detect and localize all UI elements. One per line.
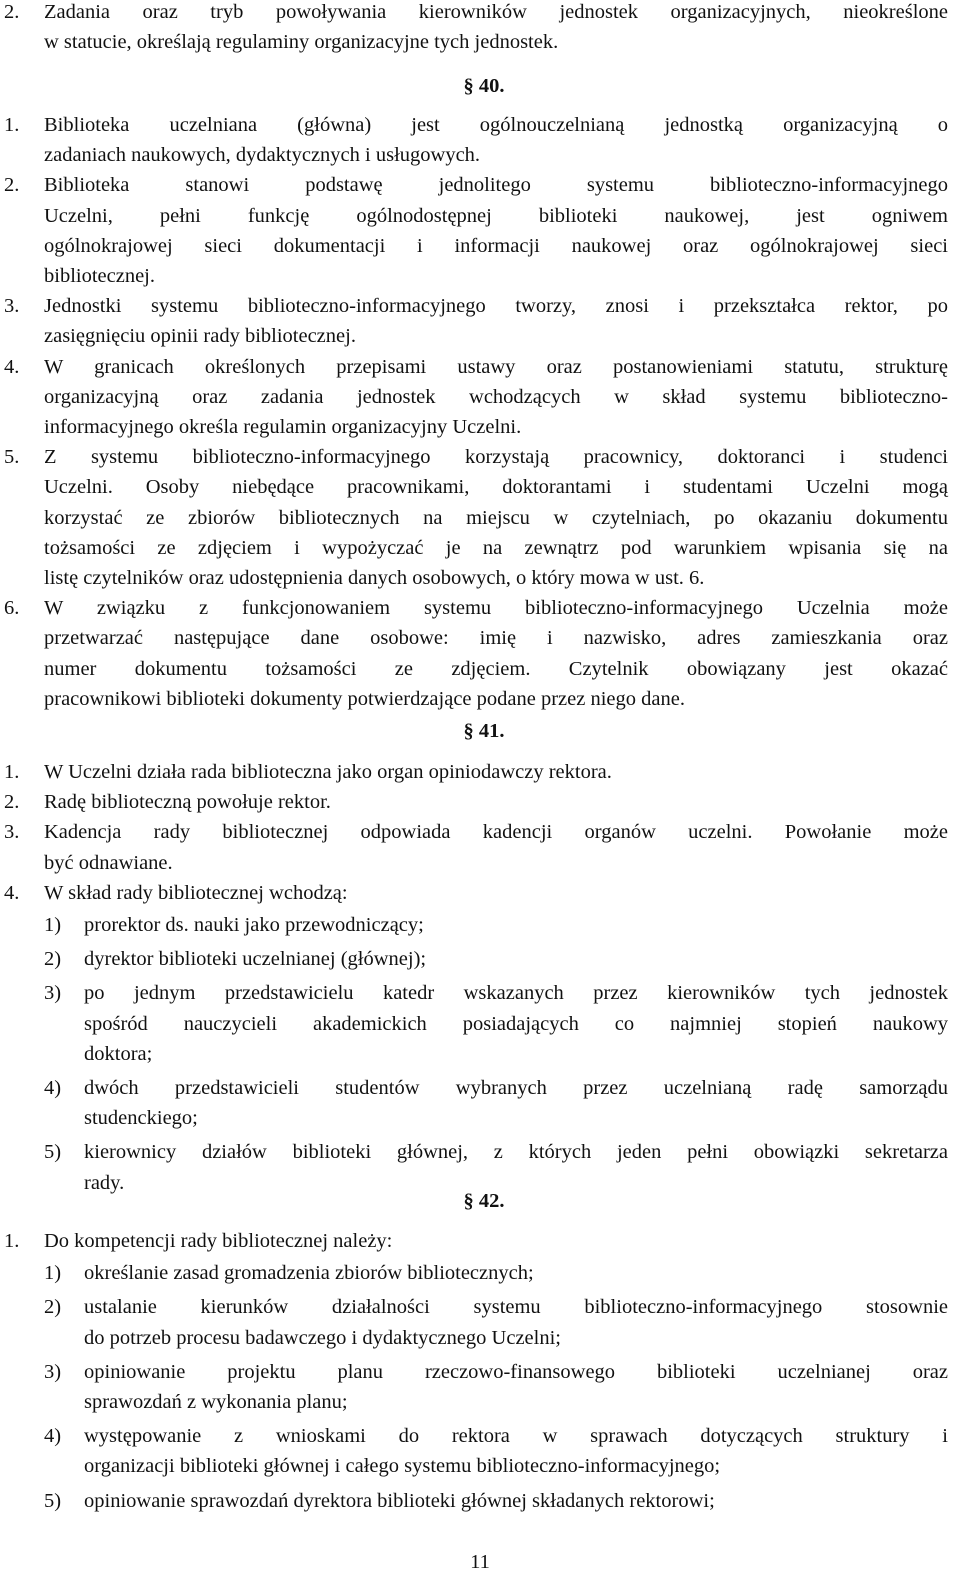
list-item-line	[0, 1357, 960, 1387]
list-item-line	[0, 593, 960, 623]
paragraph-line: organizacyjną oraz zadania jednostek wchodzących w skład systemu biblioteczno-	[44, 385, 948, 408]
item-number: 1)	[44, 1262, 62, 1285]
paragraph-line: Uczelni. Osoby niebędące pracownikami, doktorantami i studentami Uczelni mogą	[44, 476, 948, 499]
list-item-line	[0, 170, 960, 200]
list-item-line	[0, 1292, 960, 1322]
list-item-line	[0, 1073, 960, 1103]
item-number: 3.	[4, 295, 20, 318]
list-item-line	[0, 1451, 960, 1481]
paragraph-line: przetwarzać następujące dane osobowe: imię i nazwisko, adres zamieszkania oraz	[44, 627, 948, 650]
paragraph-line: Biblioteka stanowi podstawę jednolitego systemu biblioteczno-informacyjnego	[44, 174, 948, 197]
list-item-line	[0, 848, 960, 878]
paragraph-line: zasięgnięciu opinii rady bibliotecznej.	[44, 325, 356, 348]
item-number: 1.	[4, 761, 20, 783]
paragraph-line: informacyjnego określa regulamin organizacyjny Uczelni.	[44, 416, 522, 438]
paragraph-line: Uczelni, pełni funkcję ogólnodostępnej biblioteki naukowej, jest ogniwem	[44, 204, 948, 227]
paragraph-line: zadaniach naukowych, dydaktycznych i usługowych.	[44, 144, 481, 167]
paragraph-line: bibliotecznej.	[44, 265, 155, 287]
list-item-line	[0, 563, 960, 593]
paragraph-line: Z systemu biblioteczno-informacyjnego korzystają pracownicy, doktoranci i studenci	[44, 446, 948, 469]
paragraph-line: występowanie z wnioskami do rektora w sprawach dotyczących struktury i	[84, 1425, 948, 1448]
section-heading-40: § 40.	[463, 75, 505, 97]
item-number: 5.	[4, 446, 20, 469]
list-item-line	[0, 1387, 960, 1417]
item-number: 1)	[44, 914, 62, 936]
paragraph-line: Jednostki systemu biblioteczno-informacyjnego tworzy, znosi i przekształca rektor, po	[44, 295, 948, 318]
list-item-line	[0, 231, 960, 261]
list-item-line	[0, 757, 960, 787]
list-item-line	[0, 787, 960, 817]
paragraph-line: tożsamości ze zdjęciem i wypożyczać je na zewnątrz pod warunkiem wpisania się na	[44, 536, 948, 559]
list-item-line	[0, 623, 960, 653]
paragraph-line: pracownikowi biblioteki dokumenty potwierdzające podane przez niego dane.	[44, 687, 685, 710]
paragraph-line: sprawozdań z wykonania planu;	[84, 1391, 348, 1413]
list-item-line	[0, 110, 960, 140]
list-item-line	[0, 1226, 960, 1256]
item-number: 3)	[44, 982, 62, 1005]
paragraph-line: po jednym przedstawicielu katedr wskazanych przez kierowników tych jednostek	[84, 982, 948, 1005]
list-item-line	[0, 1421, 960, 1451]
paragraph-line: ustalanie kierunków działalności systemu biblioteczno-informacyjnego stosownie	[84, 1296, 948, 1319]
section-heading-41: § 41.	[463, 720, 505, 742]
item-number: 5)	[44, 1141, 62, 1164]
paragraph-line: do potrzeb procesu badawczego i dydaktycznego Uczelni;	[84, 1326, 561, 1349]
list-item-line	[0, 878, 960, 908]
paragraph-line: korzystać ze zbiorów bibliotecznych na miejscu w czytelniach, po okazaniu dokumentu	[44, 506, 948, 529]
item-number: 3)	[44, 1360, 62, 1383]
list-item-line	[0, 1103, 960, 1133]
paragraph-line: numer dokumentu tożsamości ze zdjęciem. Czytelnik obowiązany jest okazać	[44, 657, 948, 680]
item-number: 2)	[44, 948, 62, 971]
item-number: 4.	[4, 355, 20, 378]
paragraph-line: opiniowanie sprawozdań dyrektora biblioteki głównej składanych rektorowi;	[84, 1489, 715, 1512]
item-number: 3.	[4, 821, 20, 844]
list-item-line	[0, 978, 960, 1008]
list-item-line	[0, 1137, 960, 1167]
paragraph-line: Kadencja rady bibliotecznej odpowiada kadencji organów uczelni. Powołanie może	[44, 821, 948, 844]
sec39-item2-line1	[0, 0, 960, 27]
list-item-line	[0, 654, 960, 684]
paragraph-line: Zadania oraz tryb powoływania kierowników jednostek organizacyjnych, nieokreślone	[44, 1, 948, 23]
paragraph-line: listę czytelników oraz udostępnienia danych osobowych, o który mowa w ust. 6.	[44, 567, 705, 589]
list-item-line	[0, 140, 960, 170]
paragraph-line: W granicach określonych przepisami ustawy oraz postanowieniami statutu, strukturę	[44, 355, 948, 378]
list-item-line	[0, 684, 960, 714]
paragraph-line: Radę biblioteczną powołuje rektor.	[44, 791, 331, 814]
paragraph-line: spośród nauczycieli akademickich posiadających co najmniej stopień naukowy	[84, 1012, 948, 1035]
paragraph-line: Do kompetencji rady bibliotecznej należy:	[44, 1230, 393, 1252]
list-item-line	[0, 1323, 960, 1353]
item-number: 2.	[4, 791, 20, 814]
list-item-line	[0, 261, 960, 291]
item-number: 2)	[44, 1296, 62, 1319]
item-number: 4)	[44, 1425, 62, 1448]
paragraph-line: W skład rady bibliotecznej wchodzą:	[44, 881, 348, 904]
list-item-line	[0, 382, 960, 412]
paragraph-line: organizacji biblioteki głównej i całego systemu biblioteczno-informacyjnego;	[84, 1455, 721, 1478]
list-item-line	[0, 201, 960, 231]
item-number: 6.	[4, 597, 20, 620]
paragraph-line: Biblioteka uczelniana (główna) jest ogólnouczelnianą jednostką organizacyjną o	[44, 114, 948, 136]
item-number: 4.	[4, 881, 20, 904]
page-number: 11	[470, 1551, 490, 1573]
paragraph-line: określanie zasad gromadzenia zbiorów bibliotecznych;	[84, 1262, 534, 1285]
item-number: 2.	[4, 1, 20, 23]
paragraph-line: w statucie, określają regulaminy organizacyjne tych jednostek.	[44, 31, 559, 53]
list-item-line	[0, 291, 960, 321]
list-item-line	[0, 1039, 960, 1069]
paragraph-line: kierownicy działów biblioteki głównej, z których jeden pełni obowiązki sekretarza	[84, 1141, 948, 1164]
item-number: 4)	[44, 1077, 62, 1099]
paragraph-line: ogólnokrajowej sieci dokumentacji i informacji naukowej oraz ogólnokrajowej sieci	[44, 234, 948, 257]
list-item-line	[0, 442, 960, 472]
paragraph-line: dyrektor biblioteki uczelnianej (głównej);	[84, 948, 427, 971]
paragraph-line: studenckiego;	[84, 1107, 198, 1130]
paragraph-line: rady.	[84, 1171, 125, 1194]
item-number: 1.	[4, 1230, 20, 1252]
item-number: 5)	[44, 1489, 62, 1512]
list-item-line	[0, 1258, 960, 1288]
paragraph-line: prorektor ds. nauki jako przewodniczący;	[84, 914, 424, 936]
paragraph-line: W związku z funkcjonowaniem systemu biblioteczno-informacyjnego Uczelnia może	[44, 597, 948, 620]
paragraph-line: doktora;	[84, 1042, 153, 1065]
paragraph-line: być odnawiane.	[44, 851, 173, 874]
list-item-line	[0, 412, 960, 442]
sec39-item2-line2	[0, 27, 960, 57]
paragraph-line: opiniowanie projektu planu rzeczowo-finansowego biblioteki uczelnianej oraz	[84, 1360, 948, 1383]
list-item-line	[0, 352, 960, 382]
list-item-line	[0, 944, 960, 974]
list-item-line	[0, 503, 960, 533]
section-heading-42: § 42.	[463, 1190, 505, 1212]
list-item-line	[0, 817, 960, 847]
paragraph-line: dwóch przedstawicieli studentów wybranych przez uczelnianą radę samorządu	[84, 1077, 948, 1099]
item-number: 2.	[4, 174, 20, 197]
list-item-line	[0, 1486, 960, 1516]
list-item-line	[0, 910, 960, 940]
list-item-line	[0, 321, 960, 351]
item-number: 1.	[4, 114, 20, 136]
list-item-line	[0, 472, 960, 502]
paragraph-line: W Uczelni działa rada biblioteczna jako organ opiniodawczy rektora.	[44, 761, 612, 783]
list-item-line	[0, 1009, 960, 1039]
list-item-line	[0, 533, 960, 563]
